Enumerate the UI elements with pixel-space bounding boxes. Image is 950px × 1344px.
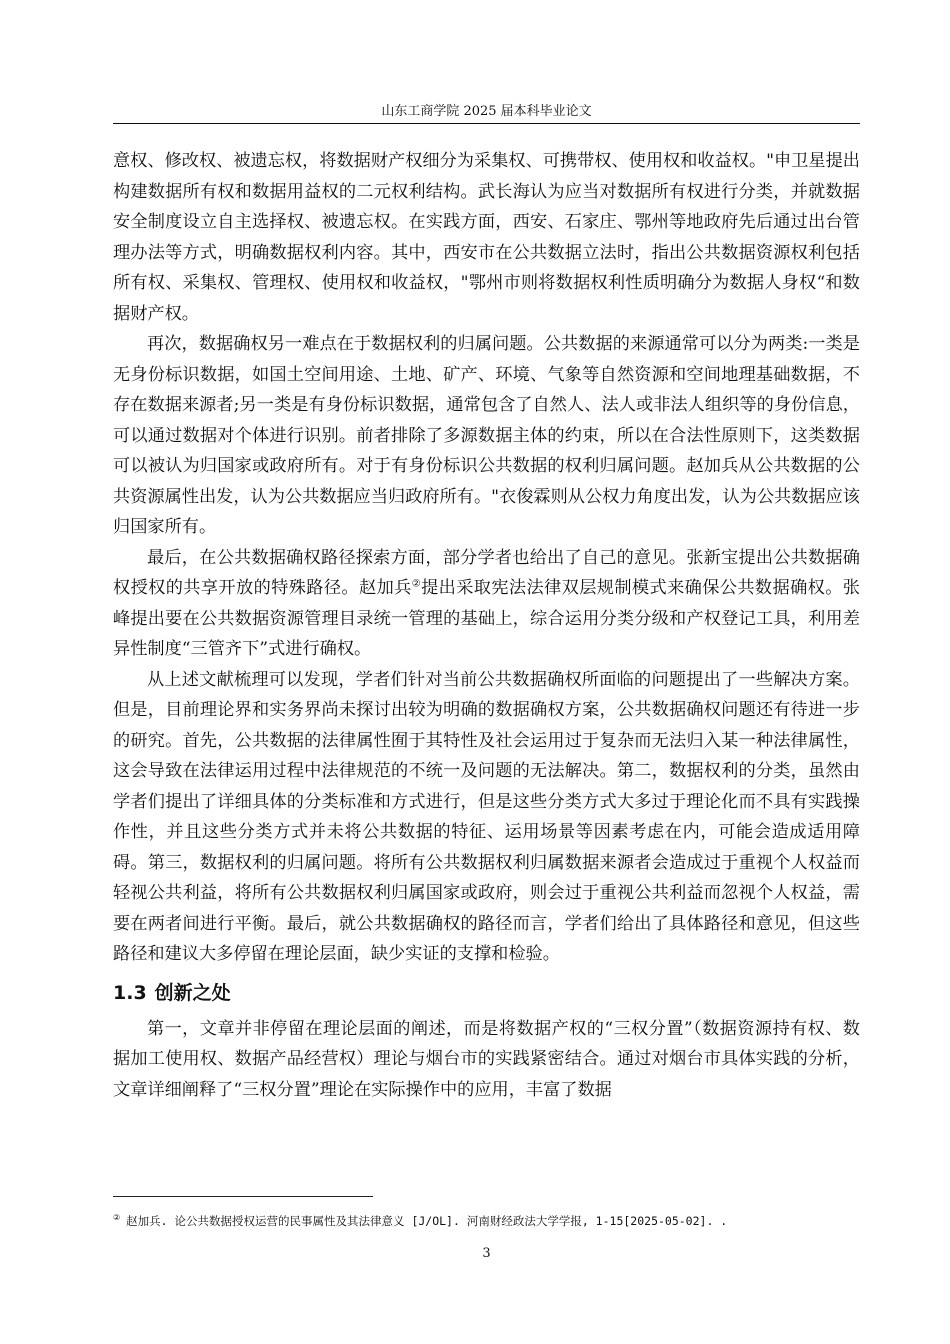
footnote-mark: ② [113, 1213, 121, 1222]
footnote [113, 1210, 860, 1229]
footnote-ref[interactable]: ② [411, 578, 422, 590]
paragraph-3 [113, 543, 860, 665]
paragraph-3-text-b: 提出采取宪法法律双层规制模式来确保公共数据确权。张峰提出要在公共数据资源管理目录统一管理的基础上，综合运用分类分级和产权登记工具，利用差异性制度“三管齐下”式进行确权。 [113, 578, 860, 659]
section-number: 1.3 [113, 981, 147, 1004]
body-text [113, 146, 860, 1105]
footnote-text: 赵加兵. 论公共数据授权运营的民事属性及其法律意义 [J/OL]. 河南财经政法大学学报, 1-15[2025-05-02]. . [126, 1213, 728, 1228]
section-heading [113, 978, 860, 1008]
running-header: 山东工商学院 2025 届本科毕业论文 [381, 104, 592, 119]
section-title: 创新之处 [154, 981, 231, 1004]
paragraph-1: 意权、修改权、被遗忘权，将数据财产权细分为采集权、可携带权、使用权和收益权。"申卫星提出构建数据所有权和数据用益权的二元权利结构。武长海认为应当对数据所有权进行分类，并就数据安全制度设立自主选择权、被遗忘权。在实践方面，西安、石家庄、鄂州等地政府先后通过出台管理办法等方式，明确数据权利内容。其中，西安市在公共数据立法时，指出公共数据资源权利包括所有权、采集权、管理权、使用权和收益权，"鄂州市则将数据权利性质明确分为数据人身权“和数据财产权。 [113, 151, 860, 324]
paragraph-5: 第一，文章并非停留在理论层面的阐述，而是将数据产权的“三权分置”（数据资源持有权、数据加工使用权、数据产品经营权）理论与烟台市的实践紧密结合。通过对烟台市具体实践的分析，文章详细阐释了“三权分置”理论在实际操作中的应用，丰富了数据 [113, 1018, 860, 1100]
paragraph-3-text-a: 最后，在公共数据确权路径探索方面，部分学者也给出了自己的意见。张新宝提出公共数据确权授权的共享开放的特殊路径。赵加兵 [113, 547, 860, 598]
footnote-rule [113, 1196, 373, 1197]
paragraph-4: 从上述文献梳理可以发现，学者们针对当前公共数据确权所面临的问题提出了一些解决方案。但是，目前理论界和实务界尚未探讨出较为明确的数据确权方案，公共数据确权问题还有待进一步的研究。首先，公共数据的法律属性囿于其特性及社会运用过于复杂而无法归入某一种法律属性，这会导致在法律运用过程中法律规范的不统一及问题的无法解决。第二，数据权利的分类，虽然由学者们提出了详细具体的分类标准和方式进行，但是这些分类方式大多过于理论化而不具有实践操作性，并且这些分类方式并未将公共数据的特征、运用场景等因素考虑在内，可能会造成适用障碍。第三，数据权利的归属问题。将所有公共数据权利归属数据来源者会造成过于重视个人权益而轻视公共利益，将所有公共数据权利归属国家或政府，则会过于重视公共利益而忽视个人权益，需要在两者间进行平衡。最后，就公共数据确权的路径而言，学者们给出了具体路径和意见，但这些路径和建议大多停留在理论层面，缺少实证的支撑和检验。 [113, 669, 860, 964]
header-rule [113, 123, 860, 124]
page-number: 3 [482, 1246, 491, 1261]
paragraph-2: 再次，数据确权另一难点在于数据权利的归属问题。公共数据的来源通常可以分为两类:一类是无身份标识数据，如国土空间用途、土地、矿产、环境、气象等自然资源和空间地理基础数据，不存在数据来源者;另一类是有身份标识数据，通常包含了自然人、法人或非法人组织等的身份信息，可以通过数据对个体进行识别。前者排除了多源数据主体的约束，所以在合法性原则下，这类数据可以被认为归国家或政府所有。对于有身份标识公共数据的权利归属问题。赵加兵从公共数据的公共资源属性出发，认为公共数据应当归政府所有。"衣俊霖则从公权力角度出发，认为公共数据应该归国家所有。 [113, 334, 860, 537]
